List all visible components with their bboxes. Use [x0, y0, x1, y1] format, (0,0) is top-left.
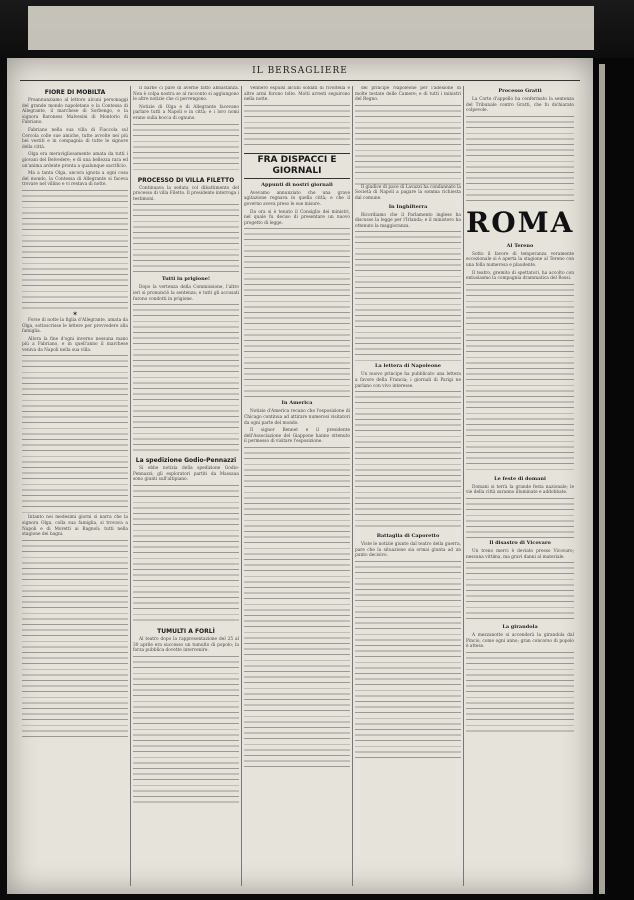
separator-star: ✶	[72, 309, 78, 318]
text-block	[466, 498, 574, 538]
article-text: Preannunziamo al lettore alcuni personaggi del grande mondo napoletano e la Contessa di Allegrante, il marchese di Sorbengo, e la signora Baroness Malvesini di Montorio di Fabriano.	[22, 98, 128, 126]
subheading-feste: Le feste di domani	[494, 475, 546, 482]
article-text: Si ebbe notizia della spedizione Godio-Pennazzi; gli esploratori partiti da Massaua sono giunti sull'altipiano.	[133, 466, 239, 483]
column-4	[355, 86, 461, 888]
subheading-disastro: Il disastro di Vicovaro	[489, 539, 551, 546]
top-dark-strip	[0, 0, 634, 58]
headline-processo: PROCESSO DI VILLA FILETTO	[137, 176, 235, 184]
masthead-rule	[20, 80, 580, 81]
text-block	[466, 116, 574, 201]
headline-spedizione: La spedizione Godio-Pennazzi	[135, 457, 237, 465]
article-text: Notizie di Olga e di Allegrante facevano parlare tutti a Napoli e in città; e i loro nomi erano sulla bocca di ognuno.	[133, 104, 239, 121]
text-block	[355, 231, 461, 361]
column-3	[244, 86, 350, 888]
masthead	[20, 64, 580, 80]
text-block	[22, 540, 128, 740]
article-text: Da ora si è tenuto il Consiglio dei ministri, nel quale fu deciso di presentare un nuovo progetto di legge.	[244, 209, 350, 226]
column-5	[466, 86, 574, 888]
text-block	[133, 204, 239, 274]
article-text: Il signor Bennet e il presidente dell'Associazione del Giappone hanno ottenuto il permesso di visitare l'esposizione.	[244, 428, 350, 445]
text-block	[466, 562, 574, 622]
text-block	[244, 228, 350, 398]
headline-tumulti: TUMULTI A FORLÌ	[157, 627, 215, 635]
subheading-lettera: La lettera di Napoleone	[374, 363, 441, 370]
text-block	[133, 656, 239, 806]
column-rule	[463, 86, 464, 886]
subheading-appunti: Appunti di nostri giornali	[261, 181, 333, 188]
article-text: Un treno merci è deviato presso Vicovaro; nessuna vittima, ma gravi danni al materiale.	[466, 548, 574, 560]
text-block	[133, 485, 239, 625]
article-text: A mezzanotte si accenderà la girandola dal Pincio, come ogni anno; gran concorso di popolo è atteso.	[466, 633, 574, 650]
article-text: Il teatro, gremito di spettatori, ha accolto con entusiasmo la compagnia drammatica del Rossi.	[466, 270, 574, 282]
article-text: Notizie d'America recano che l'esposizione di Chicago continua ad attirare numerosi visitatori da ogni parte del mondo.	[244, 409, 350, 426]
text-block	[355, 391, 461, 531]
column-1	[22, 86, 128, 888]
subheading-battaglia: Battaglia di Caporetto	[376, 533, 440, 540]
text-block	[355, 105, 461, 185]
article-text: Il giudice di pace di Lavazzi ha condannato la Società di Napoli a pagare la somma richiesta dal comune.	[355, 184, 461, 201]
text-block	[244, 105, 350, 150]
article-text: Forse di notte la figlia d'Allegrante, amata da Olga, sottoscrisse le lettere per provvedere alla famiglia.	[22, 317, 128, 335]
text-block	[22, 355, 128, 515]
section-header-box	[244, 153, 350, 179]
article-text: Fabriano nella sua villa di Fiaccola sul Cercola colle sue amiche, tutte avvolte nei più bei vestiti e in compagnia di tutte le signore della città.	[22, 127, 128, 150]
column-2	[133, 86, 239, 888]
text-block	[22, 190, 128, 310]
article-text: Avevamo annunziato che una grave agitazione regnava in quella città; e che il governo aveva preso le sue misure.	[244, 190, 350, 207]
adjacent-page-edge	[599, 64, 605, 894]
article-text: Vennero espulsi alcuni soldati di rivoltella e altre armi furono tolte. Molti arresti seguirono nella notte.	[244, 86, 350, 103]
article-text: Viste le notizie giunte dal teatro della guerra, pare che la situazione sia ormai giunta ad un punto decisivo.	[355, 542, 461, 559]
right-dark-margin	[593, 58, 634, 900]
article-text: Continuava la seduta col dibattimento del processo di villa Filetto. Il presidente interroga i testimoni.	[133, 185, 239, 202]
subheading-prigione: Tutti in prigione!	[161, 276, 211, 283]
text-block	[244, 447, 350, 767]
article-text: Allora la fine d'ogni inverno nessuna mano più a Fabriano, e in quell'anno il marchese veniva da Napoli nella sua villa.	[22, 336, 128, 353]
article-text: Ricordiamo che il Parlamento inglese ha discusso la legge per l'Irlanda; e il ministero ha ottenuto la maggioranza.	[355, 212, 461, 229]
article-text: Un nuovo principe ha pubblicato una lettera a favore della Francia; i giornali di Parigi ne parlano con vivo interesse.	[355, 372, 461, 389]
subheading-girandola: La girandola	[502, 624, 538, 631]
text-block	[355, 561, 461, 761]
section-title-roma: ROMA	[466, 205, 574, 239]
article-text: Dopo la vertenza della Commissione, l'altro ieri si pronunciò la sentenza; e tutti gli accusati furono condotti in prigione.	[133, 285, 239, 302]
subheading-inghilterra: In Inghilterra	[388, 203, 428, 210]
column-rule	[241, 86, 242, 886]
subheading-america: In America	[281, 400, 313, 407]
section-header-dispacci: FRA DISPACCI E GIORNALI	[257, 154, 337, 176]
article-text: Olga era meravigliosamente amata da tutti i giovani del Belvedere; e di una bellezza rara ed un'anima ardente pronta a qualunque sacrificio.	[22, 152, 128, 169]
text-block	[466, 284, 574, 474]
previous-page-edge	[28, 6, 594, 50]
column-rule	[352, 86, 353, 886]
text-block	[133, 304, 239, 454]
article-text: La Corte d'appello ha confermato la sentenza del Tribunale contro Gratti, che fu dichiarato colpevole.	[466, 97, 574, 114]
article-text: Domani si terrà la grande festa nazionale; le vie della città saranno illuminate e addobbate.	[466, 484, 574, 496]
column-rule	[130, 86, 131, 886]
subheading-tereno: Al Tereno	[506, 242, 534, 249]
text-block	[133, 124, 239, 174]
article-text: Al teatro dopo la rappresentazione del 25 al 30 aprile era successo un tumulto di popolo; la forza pubblica dovette intervenire.	[133, 636, 239, 654]
article-text: Sotto il favore di temperanza veramente eccezionale si è aperta la stagione al Tereno con una folla numerosa e plaudente.	[466, 251, 574, 268]
article-text: del principe Napoleone per l'adesione di molte testate delle Camere; e di tutti i ministri del Regno.	[355, 86, 461, 103]
article-text: Ma a tanta Olga, ancora ignota a ogni cosa del mondo, la Contessa di Allegrante si faceva trovare nel villino e vi restava di notte.	[22, 171, 128, 188]
text-block	[466, 652, 574, 732]
article-text: Il barbe ci pare di averne fatto abbastanza. Non è colpa nostra se al racconto si aggiungono le altre notizie che ci pervengono.	[133, 86, 239, 103]
article-text: Intanto nei medesimi giorni si narra che la signora Olga, colla sua famiglia, si trovava a Napoli e di Moretti ai Bagnoli; tutti nella stagione dei bagni.	[22, 515, 128, 538]
subheading-processo-gratti: Processo Gratti	[498, 88, 542, 94]
masthead-title: IL BERSAGLIERE	[252, 66, 348, 76]
headline-fiore: FIORE DI MOBILTA	[44, 89, 106, 96]
